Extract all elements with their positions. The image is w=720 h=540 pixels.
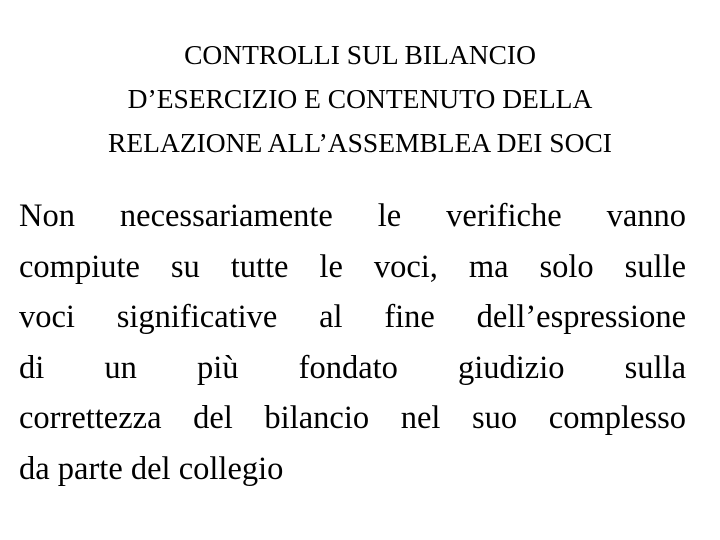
title-line: D’ESERCIZIO E CONTENUTO DELLA (127, 83, 593, 114)
title-line: CONTROLLI SUL BILANCIO (184, 39, 536, 70)
body-line: Non necessariamente le verifiche vanno (19, 198, 686, 234)
slide-title (20, 33, 700, 165)
body-line: voci significative al fine dell’espressione (19, 299, 686, 335)
body-line: da parte del collegio (19, 450, 284, 487)
title-line: RELAZIONE ALL’ASSEMBLEA DEI SOCI (108, 127, 612, 158)
slide-body-text (19, 191, 686, 494)
body-line: correttezza del bilancio nel suo complesso (19, 400, 686, 436)
body-line: di un più fondato giudizio sulla (19, 349, 686, 386)
body-line: compiute su tutte le voci, ma solo sulle (19, 248, 686, 285)
